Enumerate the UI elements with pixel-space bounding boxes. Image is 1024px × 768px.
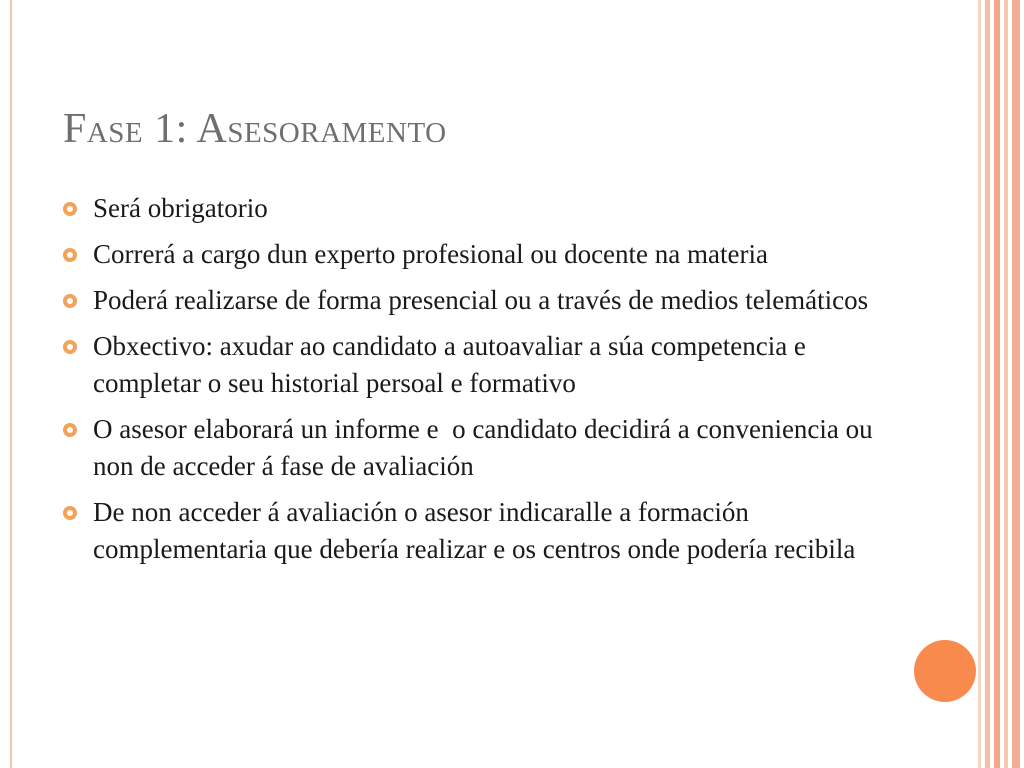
- bullet-text: Obxectivo: axudar ao candidato a autoavaliar a súa competencia e completar o seu historial persoal e formativo: [93, 331, 806, 398]
- bullet-item: [62, 236, 892, 273]
- bullet-item: [62, 494, 892, 568]
- bullet-text: Correrá a cargo dun experto profesional ou docente na materia: [93, 239, 768, 269]
- right-border-stripe: [985, 0, 990, 768]
- bullet-text: Será obrigatorio: [93, 193, 268, 223]
- bullet-text: Poderá realizarse de forma presencial ou a través de medios telemáticos: [93, 285, 869, 315]
- bullet-icon: [63, 340, 77, 354]
- right-border-stripe: [994, 0, 1000, 768]
- slide-title: Fase 1: Asesoramento: [63, 106, 447, 152]
- bullet-icon: [63, 506, 77, 520]
- bullet-item: [62, 328, 892, 402]
- bullet-icon: [63, 202, 77, 216]
- bullet-text: De non acceder á avaliación o asesor indicaralle a formación complementaria que debería realizar e os centros onde podería recibila: [93, 497, 856, 564]
- bullet-icon: [63, 423, 77, 437]
- bullet-text: O asesor elaborará un informe e o candidato decidirá a conveniencia ou non de acceder á fase de avaliación: [93, 414, 880, 481]
- bullet-list: [62, 190, 892, 577]
- bullet-item: [62, 282, 892, 319]
- left-border-line: [10, 0, 12, 768]
- right-border-stripe: [1012, 0, 1020, 768]
- bullet-icon: [63, 294, 77, 308]
- right-border-stripe: [978, 0, 981, 768]
- bullet-icon: [63, 248, 77, 262]
- decorative-circle-icon: [914, 640, 976, 702]
- right-border-stripe: [1004, 0, 1008, 768]
- bullet-item: [62, 190, 892, 227]
- bullet-item: [62, 411, 892, 485]
